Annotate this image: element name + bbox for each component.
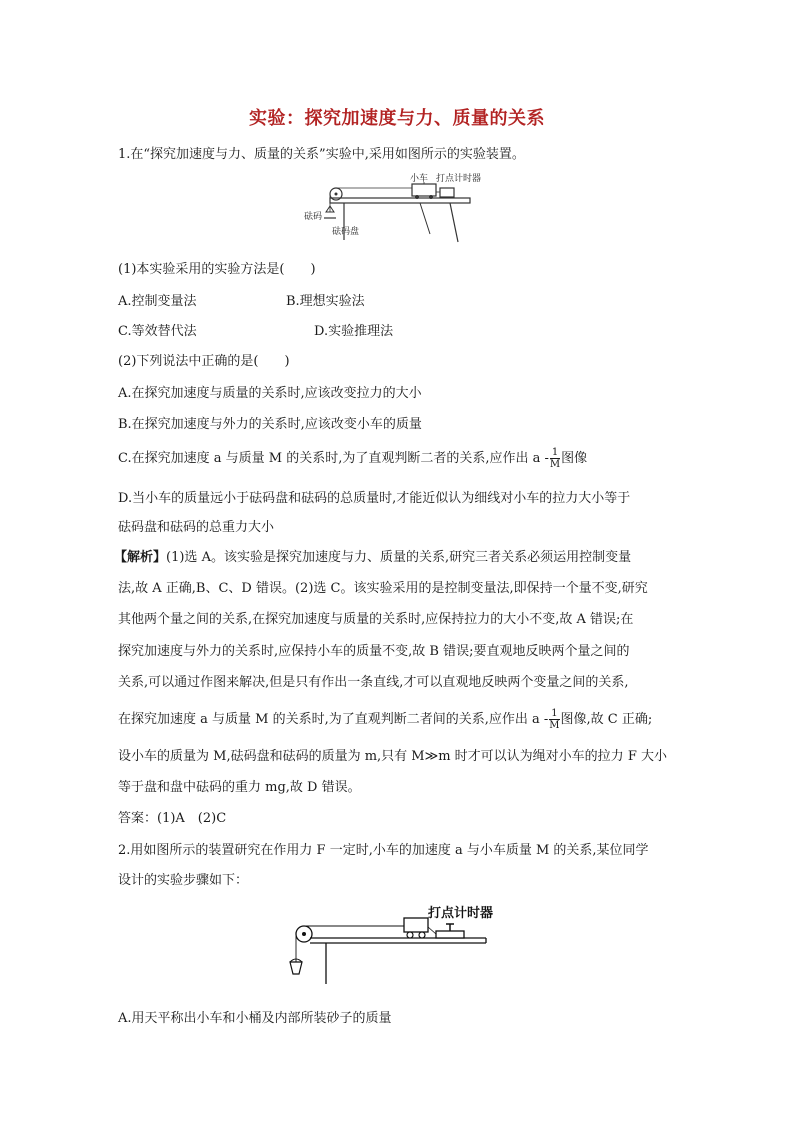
label-timer-2: 打点计时器	[428, 906, 494, 921]
q1-apparatus-figure	[300, 172, 490, 252]
fraction-1-over-m: $\frac{1}{M}$	[549, 447, 561, 470]
q2-apparatus-figure	[286, 900, 516, 992]
q1-option-b: B.理想实验法	[286, 294, 365, 309]
q1-option-c: C.等效替代法	[118, 324, 197, 339]
q2-stem-line1: 2.用如图所示的装置研究在作用力 F 一定时,小车的加速度 a 与小车质量 M 的关系,某位同学	[118, 843, 649, 858]
q1-statement-d-line2: 砝码盘和砝码的总重力大小	[118, 520, 275, 535]
q2-step-a: A.用天平称出小车和小桶及内部所装砂子的质量	[118, 1011, 392, 1026]
q1-stem: 1.在“探究加速度与力、质量的关系”实验中,采用如图所示的实验装置。	[118, 147, 525, 162]
analysis-line3: 其他两个量之间的关系,在探究加速度与质量的关系时,应保持拉力的大小不变,故 A 错误;在	[118, 612, 634, 627]
q1-statement-c: C.在探究加速度 a 与质量 M 的关系时,为了直观判断二者的关系,应作出 a - $\frac{1}{M}$ 图像	[118, 447, 588, 470]
analysis-line1: 【解析】(1)选 A。该实验是探究加速度与力、质量的关系,研究三者关系必须运用控制变量	[114, 550, 632, 565]
q1-statement-d-line1: D.当小车的质量远小于砝码盘和砝码的总质量时,才能近似认为细线对小车的拉力大小等于	[118, 491, 631, 506]
page-title: 实验：探究加速度与力、质量的关系	[249, 108, 545, 129]
analysis-tag: 【解析】	[114, 550, 167, 565]
analysis-line4: 探究加速度与外力的关系时,应保持小车的质量不变,故 B 错误;要直观地反映两个量之间的	[118, 644, 630, 659]
label-timer: 打点计时器	[436, 174, 482, 184]
q1-statement-a: A.在探究加速度与质量的关系时,应该改变拉力的大小	[118, 386, 422, 401]
analysis-line6: 在探究加速度 a 与质量 M 的关系时,为了直观判断二者间的关系,应作出 a - $\frac{1}{M}$ 图像,故 C 正确;	[118, 708, 653, 731]
analysis-line2: 法,故 A 正确,B、C、D 错误。(2)选 C。该实验采用的是控制变量法,即保持一个量不变,研究	[118, 581, 648, 596]
analysis-line5: 关系,可以通过作图来解决,但是只有作出一条直线,才可以直观地反映两个变量之间的关系,	[118, 675, 629, 690]
q1-sub1: (1)本实验采用的实验方法是( )	[118, 262, 316, 277]
label-pan: 砝码盘	[332, 227, 360, 237]
label-car: 小车	[410, 174, 429, 184]
q1-option-d: D.实验推理法	[314, 324, 394, 339]
analysis-line7: 设小车的质量为 M,砝码盘和砝码的质量为 m,只有 M≫m 时才可以认为绳对小车的拉力 F 大小	[118, 749, 667, 764]
q1-option-a: A.控制变量法	[118, 294, 197, 309]
analysis-line8: 等于盘和盘中砝码的重力 mg,故 D 错误。	[118, 780, 361, 795]
q1-sub2: (2)下列说法中正确的是( )	[118, 354, 290, 369]
q2-stem-line2: 设计的实验步骤如下：	[118, 873, 249, 888]
fraction-1-over-m-2: $\frac{1}{M}$	[549, 708, 560, 731]
label-weight: 砝码	[304, 212, 323, 222]
q1-statement-c-text: C.在探究加速度 a 与质量 M 的关系时,为了直观判断二者的关系,应作出 a -	[118, 451, 549, 466]
answer-line: 答案：(1)A (2)C	[118, 811, 227, 826]
q1-statement-b: B.在探究加速度与外力的关系时,应该改变小车的质量	[118, 417, 422, 432]
